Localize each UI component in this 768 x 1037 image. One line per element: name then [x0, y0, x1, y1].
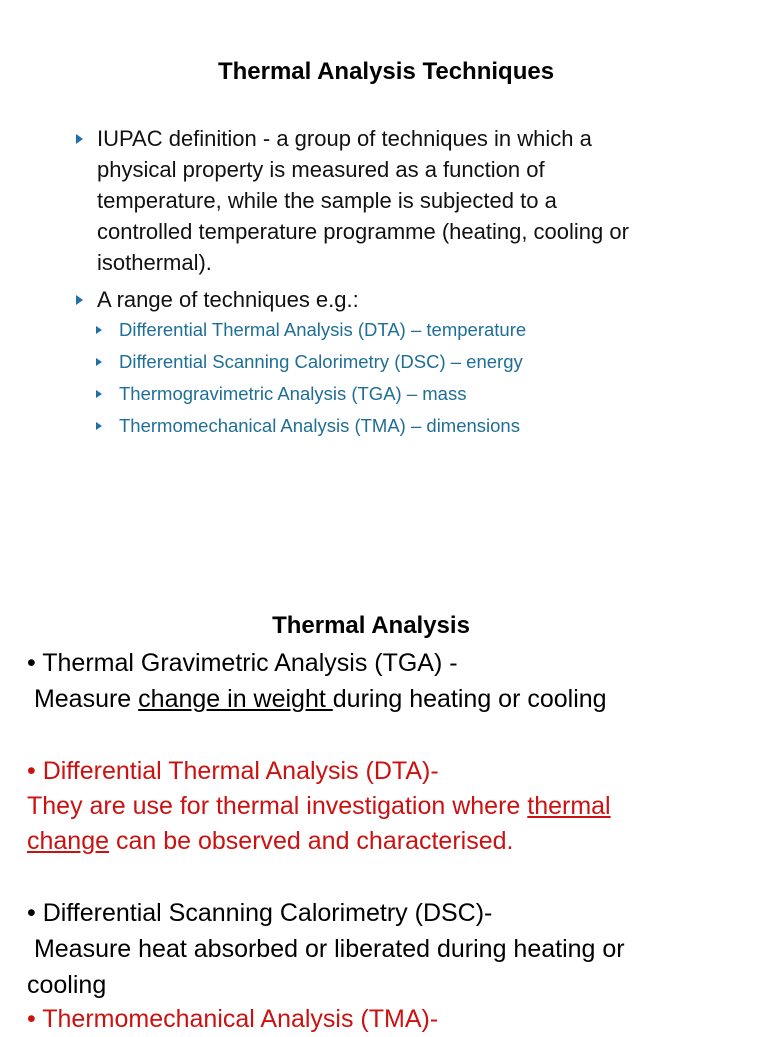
tga-heading: • Thermal Gravimetric Analysis (TGA) - — [27, 649, 458, 677]
arrow-bullet-icon — [76, 295, 83, 305]
dta-description-line-1 — [27, 789, 611, 824]
text-line: A range of techniques e.g.: — [97, 287, 359, 312]
text-segment: can be observed and characterised. — [109, 827, 514, 855]
dsc-heading: • Differential Scanning Calorimetry (DSC)- — [27, 899, 493, 927]
underlined-text: change — [27, 827, 110, 855]
slide-title: Thermal Analysis Techniques — [217, 58, 555, 85]
dta-description-line-2 — [27, 824, 513, 859]
sub-bullet-text: Thermomechanical Analysis (TMA) – dimensions — [119, 415, 520, 436]
text-segment: They are use for thermal investigation where — [27, 792, 528, 820]
sub-bullet-text: Differential Thermal Analysis (DTA) – temperature — [119, 319, 527, 340]
dsc-description-line-1: Measure heat absorbed or liberated during heating or — [27, 935, 625, 963]
sub-bullet-text: Differential Scanning Calorimetry (DSC) – energy — [119, 351, 523, 372]
arrow-bullet-icon — [96, 390, 102, 398]
tma-heading: • Thermomechanical Analysis (TMA)- — [27, 1005, 439, 1033]
dta-heading: • Differential Thermal Analysis (DTA)- — [27, 757, 439, 785]
underlined-text: change in weight — [138, 685, 333, 713]
text-line: IUPAC definition - a group of techniques in which a — [97, 126, 592, 151]
arrow-bullet-icon — [96, 358, 102, 366]
dsc-description-line-2: cooling — [27, 971, 107, 999]
arrow-bullet-icon — [76, 134, 83, 144]
text-segment: during heating or cooling — [332, 685, 607, 713]
tga-description — [27, 682, 607, 717]
arrow-bullet-icon — [96, 326, 102, 334]
underlined-text: thermal — [527, 792, 611, 820]
section-title: Thermal Analysis — [272, 612, 470, 639]
text-segment: Measure — [27, 685, 139, 713]
text-line: isothermal). — [97, 250, 212, 275]
text-line: controlled temperature programme (heating, cooling or — [97, 219, 629, 244]
text-line: temperature, while the sample is subjected to a — [97, 188, 557, 213]
arrow-bullet-icon — [96, 422, 102, 430]
sub-bullet-text: Thermogravimetric Analysis (TGA) – mass — [119, 383, 467, 404]
text-line: physical property is measured as a function of — [97, 157, 545, 182]
